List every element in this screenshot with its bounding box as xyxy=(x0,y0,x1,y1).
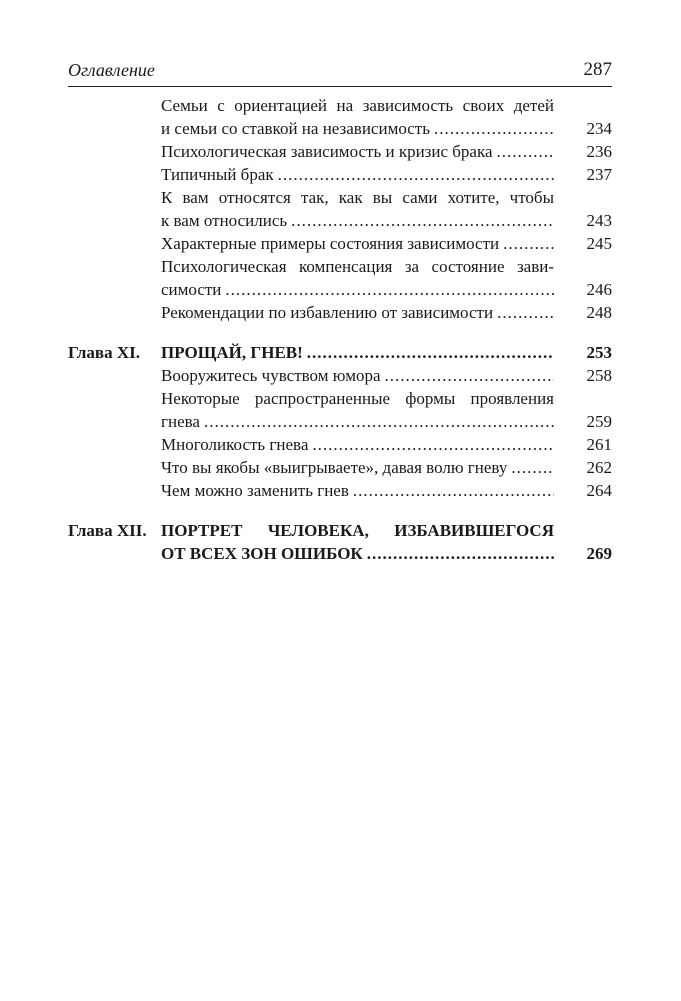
entry-page-number: 253 xyxy=(586,343,612,362)
entry-title: Рекомендации по избавлению от зависимости xyxy=(161,303,494,322)
entry-page-number: 259 xyxy=(586,412,612,431)
toc-entry-text xyxy=(161,117,554,140)
toc-line xyxy=(68,232,612,255)
dot-leader xyxy=(221,278,554,301)
dot-leader xyxy=(308,433,554,456)
dot-leader xyxy=(430,117,554,140)
toc-line xyxy=(68,519,612,542)
toc-line xyxy=(68,456,612,479)
toc-entry-text xyxy=(161,209,554,232)
dot-leader xyxy=(493,140,554,163)
toc-entry-text xyxy=(161,479,554,502)
chapter-heading xyxy=(68,341,612,364)
toc-line xyxy=(68,186,612,209)
running-header-title: Оглавление xyxy=(68,60,155,80)
entry-title: гнева xyxy=(161,412,200,431)
entry-page-number: 246 xyxy=(586,280,612,299)
dot-leader xyxy=(493,301,554,324)
entry-title: Характерные примеры состояния зависимости xyxy=(161,234,500,253)
toc-entry-text xyxy=(161,163,554,186)
toc-line xyxy=(68,209,612,232)
toc-line xyxy=(68,94,612,117)
entry-page-number: 261 xyxy=(586,435,612,454)
entry-title: Вооружитесь чувством юмора xyxy=(161,366,381,385)
entry-page-number: 262 xyxy=(586,458,612,477)
toc-line xyxy=(68,387,612,410)
toc-entry-text: Некоторые распространенные формы проявления xyxy=(161,389,554,408)
entry-title: ОТ ВСЕХ ЗОН ОШИБОК xyxy=(161,544,363,563)
dot-leader xyxy=(287,209,554,232)
dot-leader xyxy=(274,163,554,186)
dot-leader xyxy=(381,364,554,387)
toc-entry-text: Психологическая компенсация за состояние зави- xyxy=(161,257,554,276)
toc-line xyxy=(68,278,612,301)
toc-line xyxy=(68,301,612,324)
entry-title: Многоликость гнева xyxy=(161,435,309,454)
toc-entry-text xyxy=(161,232,554,255)
entry-page-number: 236 xyxy=(586,142,612,161)
chapter-label: Глава XII. xyxy=(68,521,147,540)
page-number: 287 xyxy=(583,59,612,80)
toc-line xyxy=(68,542,612,565)
spacer xyxy=(68,324,612,341)
toc-line xyxy=(68,479,612,502)
entry-page-number: 258 xyxy=(586,366,612,385)
toc-entry-text xyxy=(161,542,554,565)
toc-entry-text: К вам относятся так, как вы сами хотите, чтобы xyxy=(161,188,554,207)
toc-entry-text xyxy=(161,410,554,433)
toc-entry-text xyxy=(161,364,554,387)
toc-entry-text xyxy=(161,301,554,324)
chapter-label: Глава XI. xyxy=(68,343,141,362)
spacer xyxy=(68,502,612,519)
toc-entry-text xyxy=(161,278,554,301)
toc-entry-text xyxy=(161,433,554,456)
entry-page-number: 269 xyxy=(586,544,612,563)
toc-line xyxy=(68,117,612,140)
entry-page-number: 234 xyxy=(586,119,612,138)
entry-title: Типичный брак xyxy=(161,165,274,184)
chapter-title-text: ПРОЩАЙ, ГНЕВ! xyxy=(161,343,303,362)
table-of-contents xyxy=(68,94,612,565)
toc-entry-text: ПОРТРЕТ ЧЕЛОВЕКА, ИЗБАВИВШЕГОСЯ xyxy=(161,521,554,540)
entry-title: Психологическая зависимость и кризис брака xyxy=(161,142,493,161)
toc-entry-text xyxy=(161,140,554,163)
entry-page-number: 237 xyxy=(586,165,612,184)
toc-line xyxy=(68,140,612,163)
dot-leader xyxy=(303,341,554,364)
entry-page-number: 264 xyxy=(586,481,612,500)
entry-title: и семьи со ставкой на независимость xyxy=(161,119,430,138)
toc-line xyxy=(68,410,612,433)
entry-title: Что вы якобы «выигрываете», давая волю гневу xyxy=(161,458,508,477)
dot-leader xyxy=(499,232,554,255)
running-header xyxy=(68,56,612,87)
entry-page-number: 243 xyxy=(586,211,612,230)
dot-leader xyxy=(507,456,554,479)
toc-line xyxy=(68,255,612,278)
toc-line xyxy=(68,433,612,456)
entry-title: Чем можно заменить гнев xyxy=(161,481,349,500)
toc-line xyxy=(68,163,612,186)
entry-page-number: 248 xyxy=(586,303,612,322)
dot-leader xyxy=(349,479,554,502)
entry-page-number: 245 xyxy=(586,234,612,253)
toc-entry-text: Семьи с ориентацией на зависимость своих детей xyxy=(161,96,554,115)
entry-title: к вам относились xyxy=(161,211,288,230)
dot-leader xyxy=(200,410,554,433)
toc-line xyxy=(68,364,612,387)
toc-entry-text xyxy=(161,456,554,479)
dot-leader xyxy=(363,542,554,565)
entry-title: симости xyxy=(161,280,222,299)
chapter-title xyxy=(161,341,554,364)
